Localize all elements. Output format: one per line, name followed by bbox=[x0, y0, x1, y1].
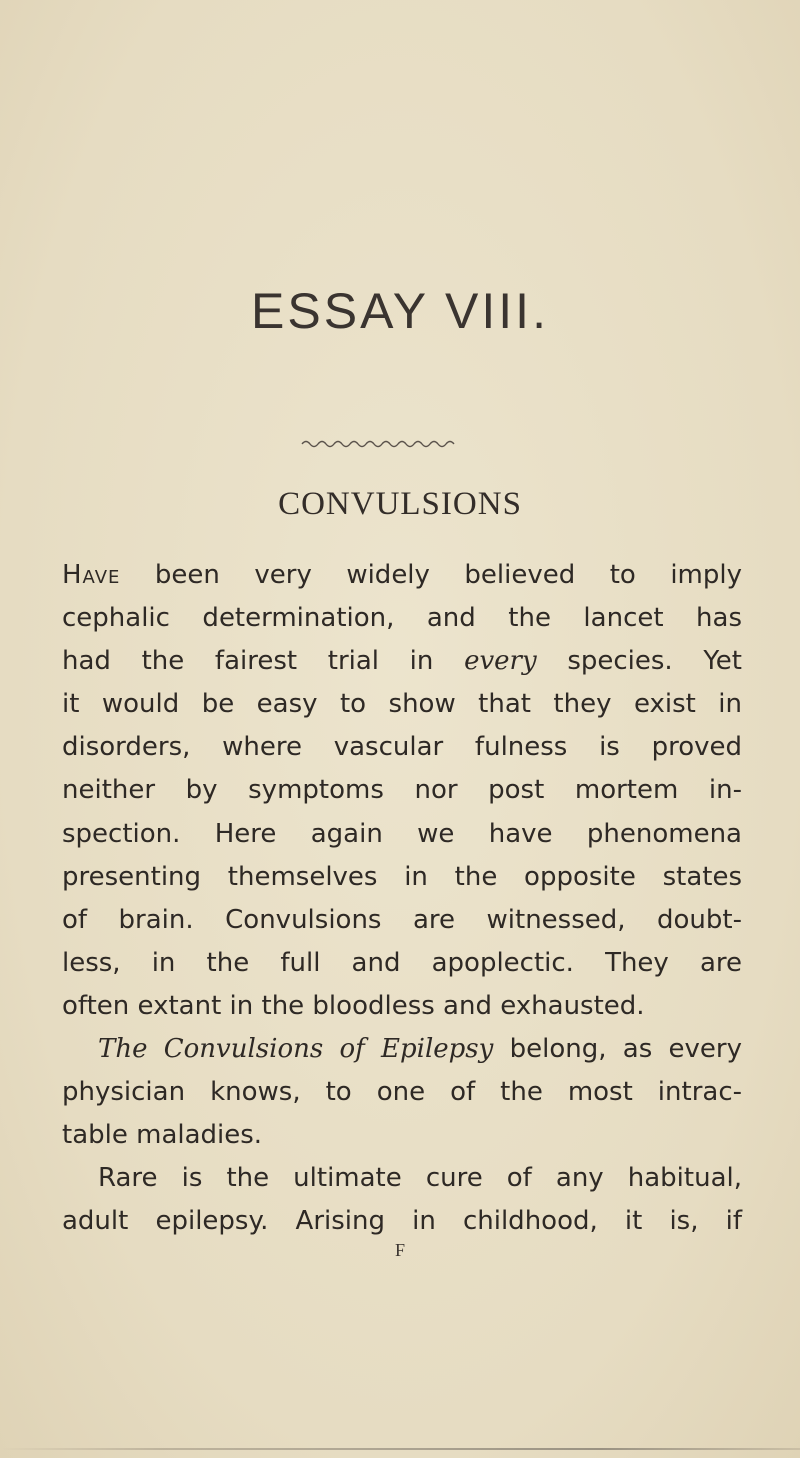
text-line bbox=[62, 554, 742, 597]
drop-lead-word: Have bbox=[62, 560, 121, 590]
text-line: it would be easy to show that they exist in bbox=[62, 689, 742, 720]
text-line: of brain. Convulsions are witnessed, doubt- bbox=[62, 904, 742, 935]
text-fragment: been very widely believed to imply bbox=[120, 560, 742, 590]
text-line: presenting themselves in the opposite states bbox=[62, 861, 742, 892]
emphasis-text: The Convulsions of Epilepsy bbox=[98, 1034, 494, 1065]
page-edge-line bbox=[0, 1448, 800, 1450]
text-line: less, in the full and apoplectic. They are bbox=[62, 947, 742, 978]
essay-heading: ESSAY VIII. bbox=[251, 283, 549, 339]
text-fragment: had the fairest trial in bbox=[62, 646, 465, 677]
chapter-title: CONVULSIONS bbox=[278, 486, 522, 522]
text-fragment: species. Yet bbox=[536, 646, 742, 677]
wavy-ornament bbox=[300, 436, 460, 452]
text-line: often extant in the bloodless and exhausted. bbox=[62, 990, 645, 1021]
text-fragment: belong, as every bbox=[493, 1034, 742, 1065]
text-line: neither by symptoms nor post mortem in- bbox=[62, 775, 742, 806]
text-line bbox=[62, 640, 742, 683]
text-line: table maladies. bbox=[62, 1120, 263, 1151]
text-line: spection. Here again we have phenomena bbox=[62, 818, 742, 849]
text-line: disorders, where vascular fulness is proved bbox=[62, 732, 742, 763]
text-line: cephalic determination, and the lancet has bbox=[62, 603, 742, 634]
text-line bbox=[62, 1028, 742, 1071]
signature-mark: F bbox=[394, 1240, 405, 1260]
body-text bbox=[62, 554, 742, 1244]
text-line: physician knows, to one of the most intrac- bbox=[62, 1077, 742, 1108]
emphasis-text: every bbox=[464, 646, 537, 677]
text-line: Rare is the ultimate cure of any habitual, bbox=[98, 1163, 742, 1194]
text-line: adult epilepsy. Arising in childhood, it is, if bbox=[62, 1206, 742, 1237]
